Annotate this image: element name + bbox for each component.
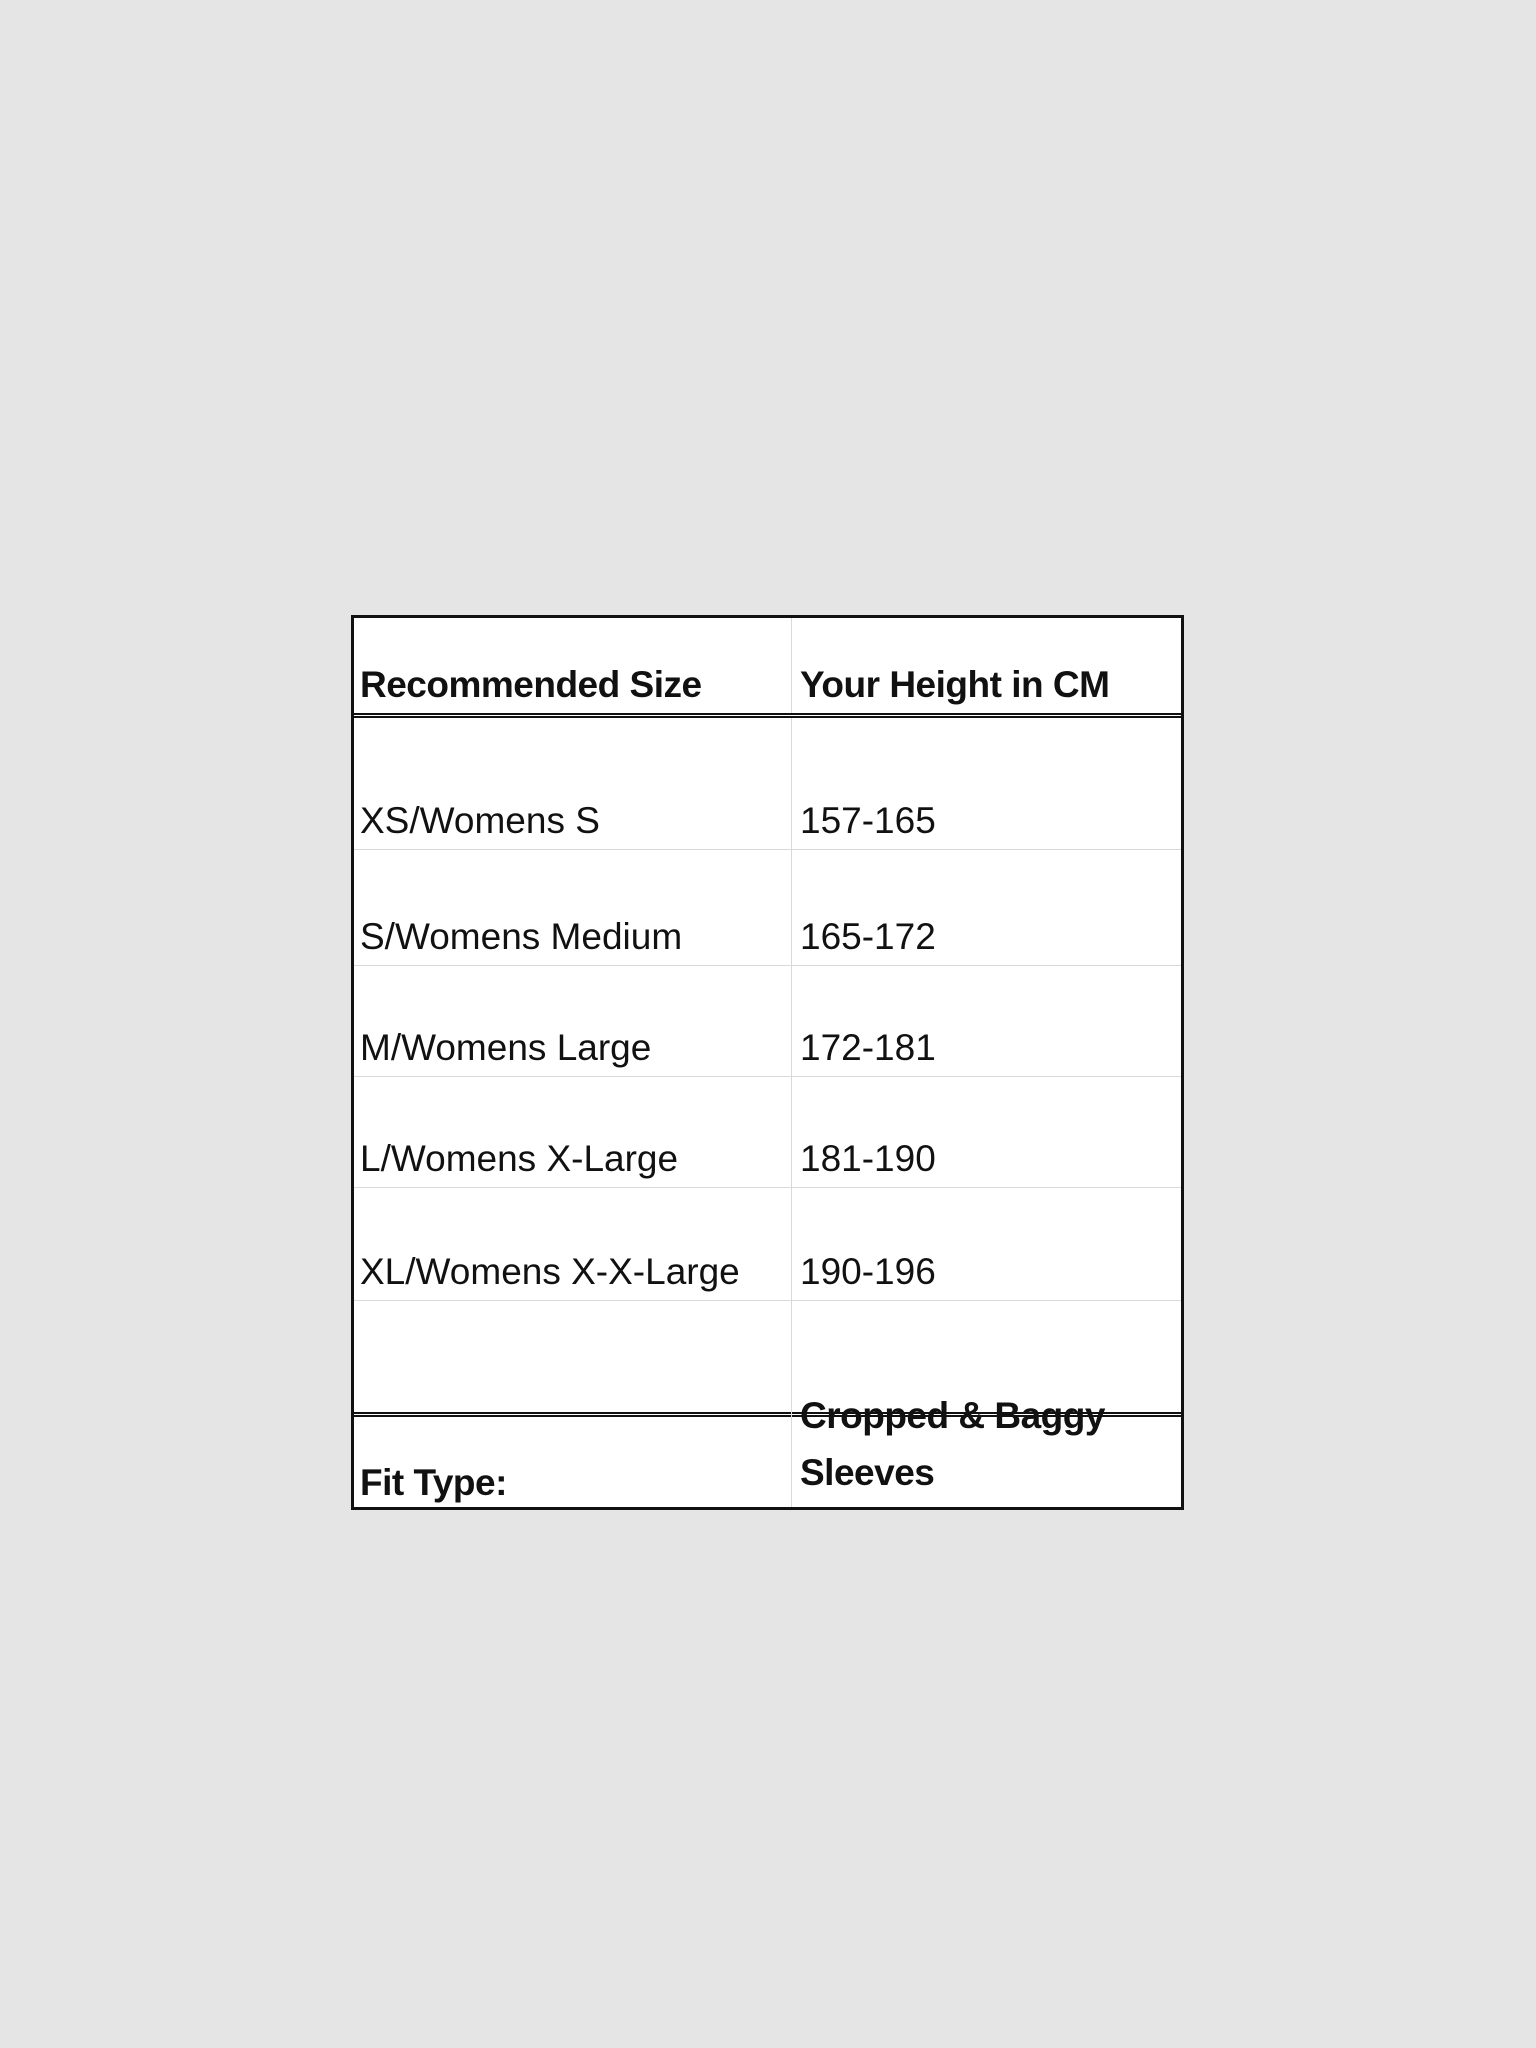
- fit-type-row: [354, 1396, 1181, 1507]
- height-cell: [792, 1188, 1181, 1300]
- size-cell: [354, 966, 792, 1076]
- table-row: [354, 850, 1181, 966]
- size-value: L/Womens X-Large: [360, 1138, 679, 1179]
- table-row: [354, 966, 1181, 1077]
- height-value: 181-190: [800, 1138, 936, 1179]
- size-chart-table: [351, 615, 1184, 1510]
- height-value: 157-165: [800, 800, 936, 841]
- height-cell: [792, 1077, 1181, 1187]
- size-value: M/Womens Large: [360, 1027, 652, 1068]
- table-row: [354, 1077, 1181, 1188]
- height-cell: [792, 966, 1181, 1076]
- header-cell-size: [354, 618, 792, 713]
- height-cell: [792, 850, 1181, 965]
- table-row: [354, 718, 1181, 850]
- size-value: S/Womens Medium: [360, 916, 683, 957]
- size-cell: [354, 850, 792, 965]
- height-header: Your Height in CM: [800, 664, 1110, 705]
- table-row: [354, 1188, 1181, 1301]
- height-value: 165-172: [800, 916, 936, 957]
- header-cell-height: [792, 618, 1181, 713]
- size-cell: [354, 1188, 792, 1300]
- fit-type-value-cell: [792, 1396, 1181, 1507]
- fit-type-label: Fit Type:: [360, 1462, 507, 1503]
- size-cell: [354, 1077, 792, 1187]
- recommended-size-header: Recommended Size: [360, 664, 702, 705]
- size-value: XL/Womens X-X-Large: [360, 1251, 740, 1292]
- fit-type-value: Cropped & Baggy Sleeves: [800, 1395, 1105, 1493]
- height-value: 172-181: [800, 1027, 936, 1068]
- height-value: 190-196: [800, 1251, 936, 1292]
- fit-type-label-cell: [354, 1396, 792, 1507]
- size-value: XS/Womens S: [360, 800, 600, 841]
- size-cell: [354, 718, 792, 849]
- height-cell: [792, 718, 1181, 849]
- table-header-row: [354, 618, 1181, 718]
